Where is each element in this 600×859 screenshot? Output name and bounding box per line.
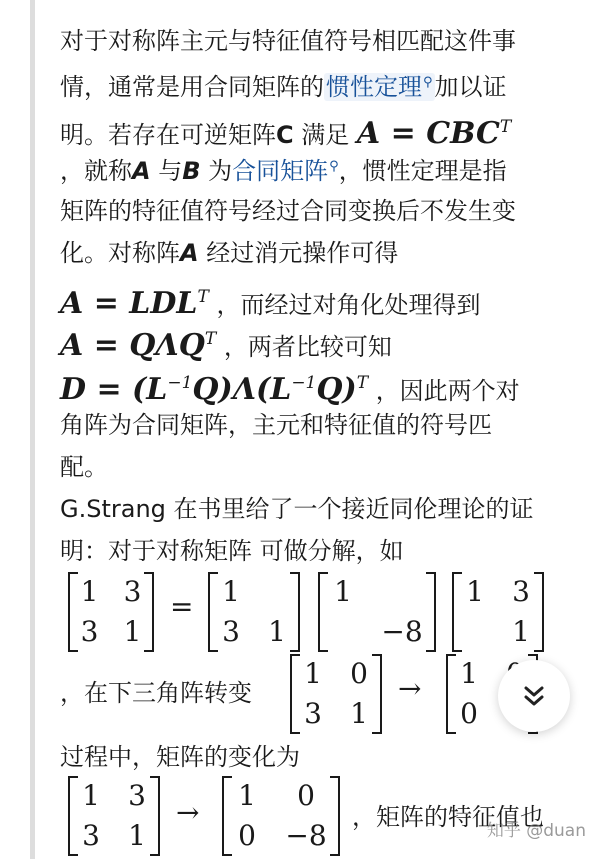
equation-acbct: $A = CBC^T$ bbox=[356, 116, 512, 151]
matrix-a: 1 3 3 1 bbox=[68, 572, 154, 652]
text-span: 为 bbox=[200, 157, 233, 185]
text-span: 明。若存在可逆矩阵 bbox=[60, 121, 276, 149]
text-line: 明：对于对称矩阵 可做分解，如 bbox=[60, 537, 404, 565]
text-span: ，两者比较可知 bbox=[223, 333, 392, 361]
search-icon: ⚲ bbox=[423, 75, 433, 90]
text-span: 情，通常是用合同矩阵的 bbox=[60, 73, 324, 101]
matrix-lower: 1 0 3 1 bbox=[290, 654, 382, 734]
matrix-l: 1 3 1 bbox=[208, 572, 300, 652]
text-line bbox=[60, 62, 507, 108]
text-line: ，在下三角阵转变 bbox=[60, 679, 252, 707]
matrix-lt: 1 3 1 bbox=[452, 572, 544, 652]
text-span: 化。对称阵 bbox=[60, 239, 180, 267]
text-span: 经过消元操作可得 bbox=[198, 239, 399, 267]
link-congruent-matrix[interactable] bbox=[232, 157, 339, 185]
text-line bbox=[60, 232, 398, 274]
equals-sign: = bbox=[170, 590, 194, 623]
arrow-symbol: → bbox=[176, 796, 200, 829]
link-inertia-theorem[interactable] bbox=[324, 73, 435, 101]
text-line: ，矩阵的特征值也 bbox=[352, 803, 544, 831]
watermark: 知乎 @duan bbox=[486, 821, 586, 841]
text-line: 过程中，矩阵的变化为 bbox=[60, 743, 300, 771]
text-span: ，因此两个对 bbox=[375, 377, 520, 405]
text-line: 配。 bbox=[60, 453, 108, 481]
text-line bbox=[60, 318, 392, 368]
double-chevron-down-icon bbox=[521, 683, 547, 709]
search-icon: ⚲ bbox=[329, 159, 339, 174]
text-span: 与 bbox=[150, 157, 183, 185]
matrix-original: 1 3 3 1 bbox=[68, 776, 160, 856]
link-label: 惯性定理 bbox=[326, 73, 422, 101]
equation-qlqt: $A = Q\Lambda Q^T$ bbox=[60, 328, 217, 363]
matrix-d: 1 −8 bbox=[318, 572, 436, 652]
blockquote-bar bbox=[30, 0, 35, 859]
text-span: 满足 bbox=[293, 121, 357, 149]
text-span: ，惯性定理是指 bbox=[338, 157, 507, 185]
text-line: 对于对称阵主元与特征值符号相匹配这件事 bbox=[60, 27, 516, 55]
math-symbol: A bbox=[180, 239, 199, 267]
text-line: 角阵为合同矩阵，主元和特征值的符号匹 bbox=[60, 411, 492, 439]
matrix-diag: 1 0 0 −8 bbox=[222, 776, 340, 856]
text-span: 加以证 bbox=[434, 73, 507, 101]
math-symbol: C bbox=[276, 121, 294, 149]
link-label: 合同矩阵 bbox=[232, 157, 329, 185]
scroll-down-button[interactable] bbox=[498, 660, 570, 732]
math-symbol: B bbox=[182, 157, 201, 185]
text-line bbox=[60, 146, 507, 192]
equation-d: $D = (L^{-1}Q)\Lambda(L^{-1}Q)^T$ bbox=[60, 372, 369, 407]
text-span: ，而经过对角化处理得到 bbox=[216, 291, 481, 319]
text-span: ，就称 bbox=[60, 157, 132, 185]
text-line: G.Strang 在书里给了一个接近同伦理论的证 bbox=[60, 495, 534, 523]
matrix-identity: 1 0 bbox=[446, 654, 538, 734]
text-line: 矩阵的特征值符号经过合同变换后不发生变 bbox=[60, 197, 516, 225]
math-symbol: A bbox=[132, 157, 151, 185]
arrow-symbol: → bbox=[398, 672, 422, 705]
equation-ldlt: $A = LDL^T$ bbox=[60, 286, 209, 321]
